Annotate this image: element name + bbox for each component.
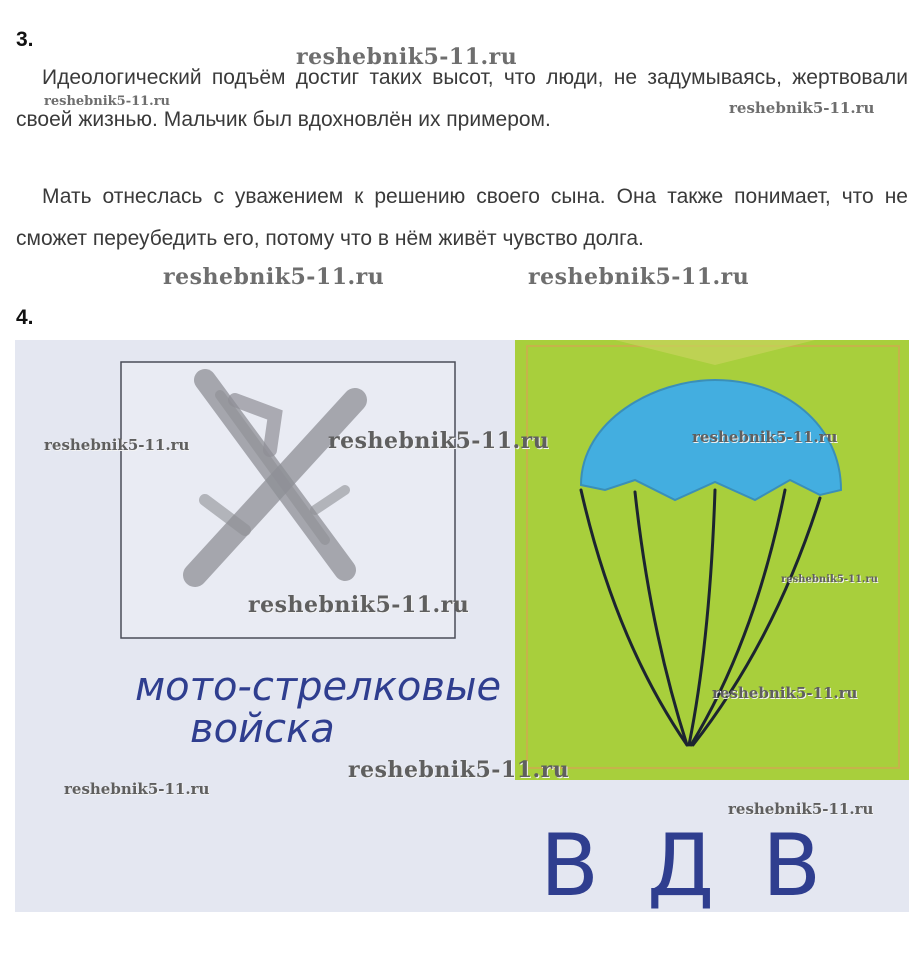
section-3-number: 3. [16,28,34,51]
drawings-svg [15,340,909,912]
right-caption-vdv: ВДВ [540,816,870,912]
watermark: reshebnik5-11.ru [296,44,518,70]
watermark: reshebnik5-11.ru [248,592,470,618]
left-caption-line2: войска [190,706,335,752]
watermark: reshebnik5-11.ru [328,428,550,454]
watermark: reshebnik5-11.ru [729,99,875,117]
watermark: reshebnik5-11.ru [692,428,838,446]
watermark: reshebnik5-11.ru [64,780,210,798]
drawings-photo [15,340,909,912]
paragraph-ideology: Идеологический подъём достиг таких высот, что люди, не задумываясь, жертвовали своей жизнью. Мальчик был вдохновлён их примером. [16,66,908,131]
watermark: reshebnik5-11.ru [44,436,190,454]
watermark: reshebnik5-11.ru [348,757,570,783]
watermark: reshebnik5-11.ru [781,574,878,585]
left-caption-line1: мото-стрелковые [135,664,502,710]
watermark: reshebnik5-11.ru [163,264,385,290]
paragraph-mother: Мать отнеслась с уважением к решению своего сына. Она также понимает, что не сможет переубедить его, потому что в нём живёт чувство долга. [16,185,908,250]
watermark: reshebnik5-11.ru [528,264,750,290]
watermark: reshebnik5-11.ru [728,800,874,818]
section-4-number: 4. [16,306,34,329]
watermark: reshebnik5-11.ru [44,94,171,109]
watermark: reshebnik5-11.ru [712,684,858,702]
